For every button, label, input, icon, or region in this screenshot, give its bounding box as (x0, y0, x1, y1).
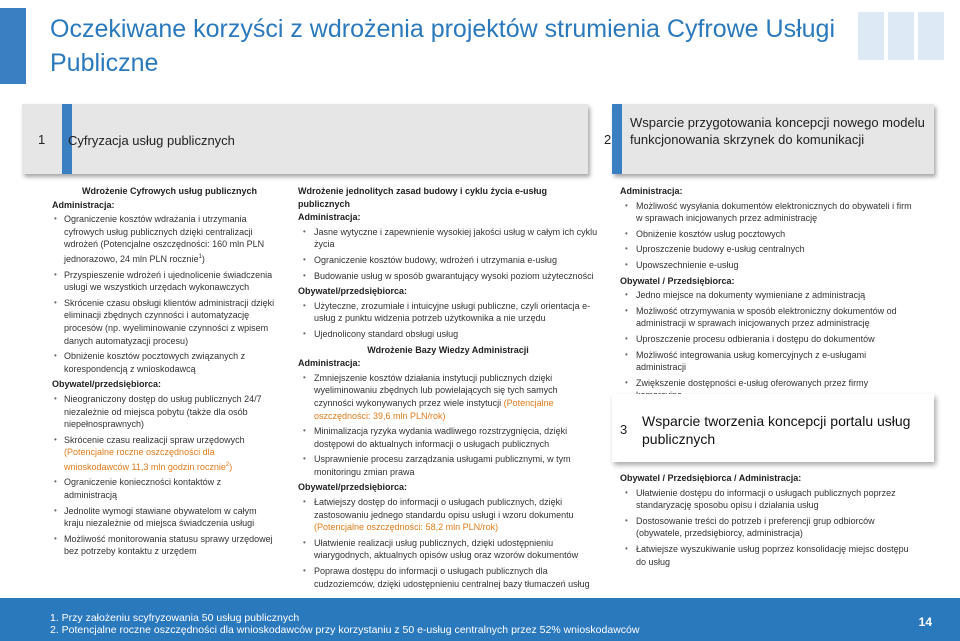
col2-citizen2-list (298, 496, 598, 590)
list-item: • Minimalizacja ryzyka wydania wadliwego rozstrzygnięcia, dzięki dostępowi do aktualnych informacji o usługach publicznych (298, 425, 598, 450)
list-item: • Łatwiejsze wyszukiwanie usług poprzez konsolidację miejsc dostępu do usług (620, 543, 916, 568)
title-accent-bar (0, 8, 26, 84)
col2-citizen2-label: Obywatel/przedsiębiorca: (298, 482, 408, 493)
col2-heading-2: Wdrożenie Bazy Wiedzy Administracji (367, 344, 529, 355)
list-item: • Poprawa dostępu do informacji o usługach publicznych dla cudzoziemców, dzięki udostępnieniu centralnej bazy tłumaczeń usług (298, 565, 598, 590)
list-item: • Dostosowanie treści do potrzeb i preferencji grup odbiorców (obywatele, przedsiębiorcy, administracja) (620, 515, 916, 540)
col3-admin-list (620, 200, 916, 272)
col1-citizen-label: Obywatel/przedsiębiorca: (52, 379, 162, 390)
col1-admin-label: Administracja: (52, 199, 115, 210)
col2-admin2-list (298, 372, 598, 479)
col3-citizen-label: Obywatel / Przedsiębiorca: (620, 275, 735, 286)
footnote-1: 1. Przy założeniu scyfryzowania 50 usług publicznych (50, 612, 300, 624)
section-2-number: 2 (604, 132, 612, 147)
column-1 (52, 184, 276, 561)
col2-admin2-label: Administracja: (298, 358, 361, 369)
savings-highlight: (Potencjalne roczne oszczędności dla wnioskodawców 11,3 mln godzin rocznie$^2$) (64, 447, 233, 472)
footnote-2: 2. Potencjalne roczne oszczędności dla wnioskodawców przy korzystaniu z 50 e-usług centralnych przez 52% wnioskodawców (50, 624, 640, 636)
page-number: 14 (918, 615, 932, 629)
list-item: • Ograniczenie kosztów wdrażania i utrzymania cyfrowych usług publicznych dzięki centralizacji wdrożeń (Potencjalne oszczędności: 160 mln PLN jednorazowo, 24 mln PLN rocznie$^1$) (52, 213, 276, 265)
list-item: • Upowszechnienie e-usług (620, 259, 916, 272)
section-2-label: Wsparcie przygotowania koncepcji nowego modelu funkcjonowania skrzynek do komunikacji (630, 115, 925, 147)
col2-admin-list (298, 226, 598, 282)
section-1-number: 1 (38, 132, 46, 147)
column-3 (620, 184, 916, 405)
list-item: • Skrócenie czasu obsługi klientów administracji dzięki eliminacji zbędnych czynności i automatyzację procesów (np. wyeliminowanie czynności z wpisem danych automatyzacji procesu) (52, 297, 276, 347)
col1-admin-list (52, 213, 276, 375)
section-2-header (604, 104, 934, 174)
list-item: • Możliwość wysyłania dokumentów elektronicznych do obywateli i firm w sprawach inicjowanych przez administrację (620, 200, 916, 225)
col3-citizen-list (620, 289, 916, 402)
list-item: • Możliwość otrzymywania w sposób elektroniczny dokumentów od administracji w sprawach inicjowanych przez administrację (620, 305, 916, 330)
list-item: • Zmniejszenie kosztów działania instytucji publicznych dzięki wyeliminowaniu zbędnych lub powielających się tych samych czynności wykonywanych przez wiele instytucji (Potencjalne oszczędności: 39,6 mln PLN/rok) (298, 372, 598, 422)
list-item: • Przyspieszenie wdrożeń i ujednolicenie świadczenia usługi we wszystkich urzędach wykonawczych (52, 269, 276, 294)
list-item: • Skrócenie czasu realizacji spraw urzędowych (Potencjalne roczne oszczędności dla wnioskodawców 11,3 mln godzin rocznie$^2$) (52, 434, 276, 474)
list-item: • Obniżenie kosztów pocztowych związanych z korespondencją z wnioskodawcą (52, 350, 276, 375)
col1-heading: Wdrożenie Cyfrowych usług publicznych (82, 186, 258, 196)
col3-joint-list (620, 487, 916, 569)
list-item: • Jasne wytyczne i zapewnienie wysokiej jakości usług w całym ich cyklu życia (298, 226, 598, 251)
list-item: • Ułatwienie dostępu do informacji o usługach publicznych poprzez standaryzację sposobu opisu i działania usług (620, 487, 916, 512)
column-3-lower (620, 472, 916, 571)
list-item: • Nieograniczony dostęp do usług publicznych 24/7 niezależnie od miejsca pobytu (także dla osób niepełnosprawnych) (52, 393, 276, 431)
col3-joint-label: Obywatel / Przedsiębiorca / Administracja: (620, 473, 802, 483)
section-2-accent (612, 104, 622, 174)
list-item: • Możliwość integrowania usług komercyjnych z e-usługami administracji (620, 349, 916, 374)
list-item: • Usprawnienie procesu zarządzania usługami publicznymi, w tym monitoringu zmian prawa (298, 453, 598, 478)
col2-citizen-label: Obywatel/przedsiębiorca: (298, 286, 408, 297)
col2-admin-label: Administracja: (298, 212, 361, 223)
list-item: • Łatwiejszy dostęp do informacji o usługach publicznych, dzięki zastosowaniu jednego standardu opisu usługi i wzoru dokumentu (Potencjalne oszczędności: 58,2 mln PLN/rok) (298, 496, 598, 534)
list-item: • Możliwość monitorowania statusu sprawy urzędowej bez potrzeby kontaktu z urzędem (52, 533, 276, 558)
decor-block (888, 12, 914, 60)
col3-admin-label: Administracja: (620, 186, 683, 196)
col1-citizen-list (52, 393, 276, 558)
savings-highlight: (Potencjalne oszczędności: 39,6 mln PLN/rok) (314, 397, 554, 421)
section-1-label: Cyfryzacja usług publicznych (68, 133, 235, 148)
decor-block (858, 12, 884, 60)
section-1-header (22, 104, 588, 174)
list-item: • Uproszczenie procesu odbierania i dostępu do dokumentów (620, 333, 916, 346)
list-item: • Ujednolicony standard obsługi usług (298, 328, 598, 341)
list-item: • Zwiększenie dostępności e-usług oferowanych przez firmy (620, 377, 916, 402)
col2-heading: Wdrożenie jednolitych zasad budowy i cyklu życia e-usług publicznych (298, 186, 548, 209)
list-item: • Użyteczne, zrozumiałe i intuicyjne usługi publiczne, czyli orientacja e-usług z punktu widzenia potrzeb użytkownika a nie urzędu (298, 300, 598, 325)
col2-citizen-list (298, 300, 598, 341)
list-item: • Uproszczenie budowy e-usług centralnych (620, 243, 916, 256)
savings-highlight: (Potencjalne oszczędności: 58,2 mln PLN/rok) (314, 522, 499, 533)
decor-block (918, 12, 944, 60)
column-2 (298, 184, 598, 593)
section-3-label: Wsparcie tworzenia koncepcji portalu usług publicznych (642, 413, 911, 447)
page-title: Oczekiwane korzyści z wdrożenia projektów strumienia Cyfrowe Usługi Publiczne (50, 15, 835, 77)
list-item: • Ograniczenie konieczności kontaktów z administracją (52, 476, 276, 501)
list-item: • Budowanie usług w sposób gwarantujący wysoki poziom użyteczności (298, 270, 598, 283)
list-item: • Jedno miejsce na dokumenty wymieniane z administracją (620, 289, 916, 302)
section-3-header (612, 394, 934, 462)
list-item: • Ograniczenie kosztów budowy, wdrożeń i utrzymania e-usług (298, 254, 598, 267)
section-3-number: 3 (620, 422, 628, 437)
list-item: • Obniżenie kosztów usług pocztowych (620, 228, 916, 241)
list-item: • Ułatwienie realizacji usług publicznych, dzięki udostępnieniu wiarygodnych, aktualnych opisów usług oraz wzorów dokumentów (298, 537, 598, 562)
list-item: • Jednolite wymogi stawiane obywatelom w całym kraju niezależnie od miejsca świadczenia usługi (52, 505, 276, 530)
